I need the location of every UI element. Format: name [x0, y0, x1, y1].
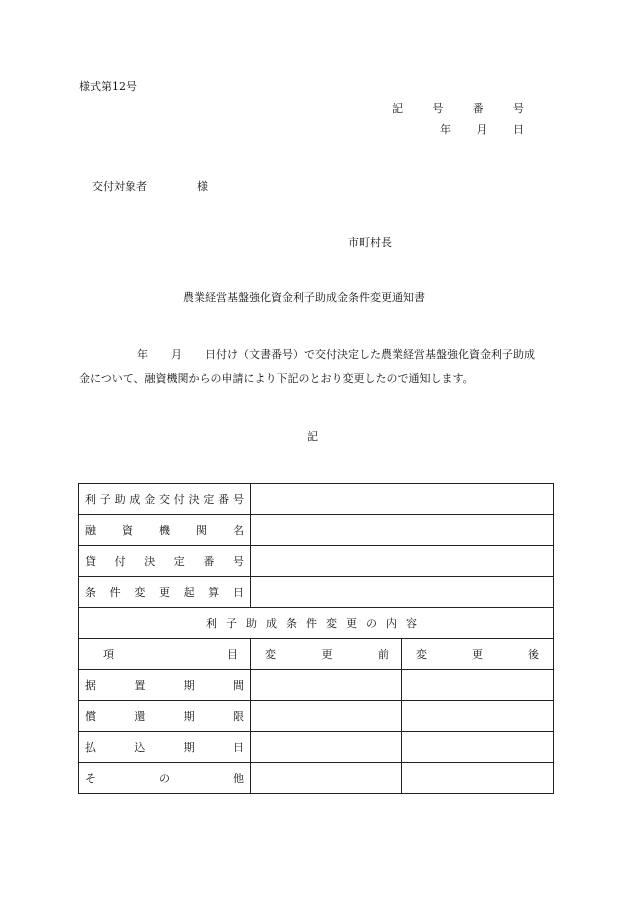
- label-char: 変: [134, 586, 146, 599]
- change-details-table: [78, 483, 554, 794]
- kiban-char: 記: [392, 102, 403, 115]
- label-char: 期: [183, 710, 195, 723]
- label-char: 日: [232, 586, 244, 599]
- label-char: 名: [233, 524, 244, 537]
- body-year: 年: [137, 348, 148, 361]
- value-cell: [251, 484, 554, 515]
- label-char: 決: [188, 493, 200, 506]
- label-char: 成: [129, 493, 141, 506]
- label-char: の: [159, 772, 170, 785]
- label-char: 他: [233, 772, 244, 785]
- header-char: 変: [265, 648, 276, 661]
- value-after-cell: [402, 701, 554, 732]
- label-char: 償: [85, 710, 96, 723]
- label-char: 据: [85, 679, 96, 692]
- document-title: 農業経営基盤強化資金利子助成金条件変更通知書: [183, 291, 425, 304]
- column-header-row: [79, 639, 554, 670]
- label-char: 込: [134, 741, 146, 754]
- label-char: 助: [114, 493, 126, 506]
- label-char: 日: [232, 741, 244, 754]
- label-char: 定: [173, 555, 185, 568]
- label-char: 起: [183, 586, 195, 599]
- label-char: 置: [134, 679, 146, 692]
- form-number: 様式第12号: [79, 80, 137, 93]
- table-row: [79, 546, 554, 577]
- label-char: 条: [85, 586, 96, 599]
- label-char: 限: [232, 710, 244, 723]
- kiban-char: 号: [432, 102, 444, 115]
- label-char: 付: [173, 493, 185, 506]
- label-char: 交: [158, 493, 170, 506]
- header-char: 更: [472, 648, 483, 661]
- table-row: [79, 577, 554, 608]
- section-header-row: [79, 608, 554, 639]
- table-row: [79, 732, 554, 763]
- row-label-change-start-date: [79, 577, 251, 608]
- label-char: そ: [85, 772, 96, 785]
- col-header-item: [79, 639, 251, 670]
- label-char: 資: [122, 524, 133, 537]
- table-row: [79, 670, 554, 701]
- row-label-other: [79, 763, 251, 794]
- value-after-cell: [402, 670, 554, 701]
- label-char: 融: [85, 524, 96, 537]
- label-char: 利: [85, 493, 96, 506]
- body-line-2: 金について、融資機関からの申請により下記のとおり変更したので通知します。: [79, 372, 474, 385]
- row-label-loan-decision-number: [79, 546, 251, 577]
- value-cell: [251, 515, 554, 546]
- value-before-cell: [251, 701, 402, 732]
- label-char: 号: [232, 493, 244, 506]
- header-char: 変: [416, 648, 427, 661]
- value-after-cell: [402, 763, 554, 794]
- value-cell: [251, 546, 554, 577]
- label-char: 期: [183, 741, 195, 754]
- col-header-after: [402, 639, 554, 670]
- header-char: 前: [378, 648, 389, 661]
- table-row: [79, 484, 554, 515]
- label-char: 金: [144, 493, 156, 506]
- label-char: 件: [109, 586, 121, 599]
- recipient-honorific: 様: [197, 180, 208, 193]
- section-header: 利子助成条件変更の内容: [79, 608, 554, 639]
- label-char: 期: [183, 679, 195, 692]
- col-header-before: [251, 639, 402, 670]
- header-char: 後: [528, 648, 539, 661]
- label-char: 機: [159, 524, 170, 537]
- body-month: 月: [171, 348, 182, 361]
- label-char: 払: [85, 741, 96, 754]
- date-day: 日: [513, 123, 524, 136]
- label-char: 定: [203, 493, 215, 506]
- label-char: 還: [134, 710, 146, 723]
- table-row: [79, 701, 554, 732]
- header-char: 更: [321, 648, 333, 661]
- kiban-char: 号: [512, 102, 524, 115]
- label-char: 算: [208, 586, 220, 599]
- recipient-label: 交付対象者: [92, 180, 147, 193]
- label-char: 子: [99, 493, 111, 506]
- header-char: 項: [103, 648, 114, 661]
- label-char: 関: [196, 524, 207, 537]
- label-char: 決: [144, 555, 156, 568]
- label-char: 番: [218, 493, 230, 506]
- row-label-decision-number: [79, 484, 251, 515]
- body-line-1: [79, 348, 559, 362]
- table-row: [79, 763, 554, 794]
- ki-heading: 記: [307, 430, 318, 443]
- value-cell: [251, 577, 554, 608]
- label-char: 更: [158, 586, 170, 599]
- label-char: 貸: [85, 555, 96, 568]
- date-year: 年: [440, 123, 451, 136]
- value-before-cell: [251, 763, 402, 794]
- sender-name: 市町村長: [348, 236, 392, 249]
- value-after-cell: [402, 732, 554, 763]
- value-before-cell: [251, 670, 402, 701]
- header-char: 目: [227, 648, 238, 661]
- row-label-repayment-deadline: [79, 701, 251, 732]
- kiban-char: 番: [472, 102, 484, 115]
- row-label-payment-date: [79, 732, 251, 763]
- label-char: 付: [114, 555, 126, 568]
- row-label-deferment-period: [79, 670, 251, 701]
- label-char: 間: [232, 679, 244, 692]
- row-label-lender-name: [79, 515, 251, 546]
- document-number-field: [392, 102, 524, 116]
- label-char: 番: [203, 555, 215, 568]
- body-line-1-text: 日付け（文書番号）で交付決定した農業経営基盤強化資金利子助成: [205, 348, 535, 361]
- label-char: 号: [232, 555, 244, 568]
- table-row: [79, 515, 554, 546]
- issue-date-field: [440, 123, 524, 137]
- value-before-cell: [251, 732, 402, 763]
- date-month: 月: [476, 123, 488, 136]
